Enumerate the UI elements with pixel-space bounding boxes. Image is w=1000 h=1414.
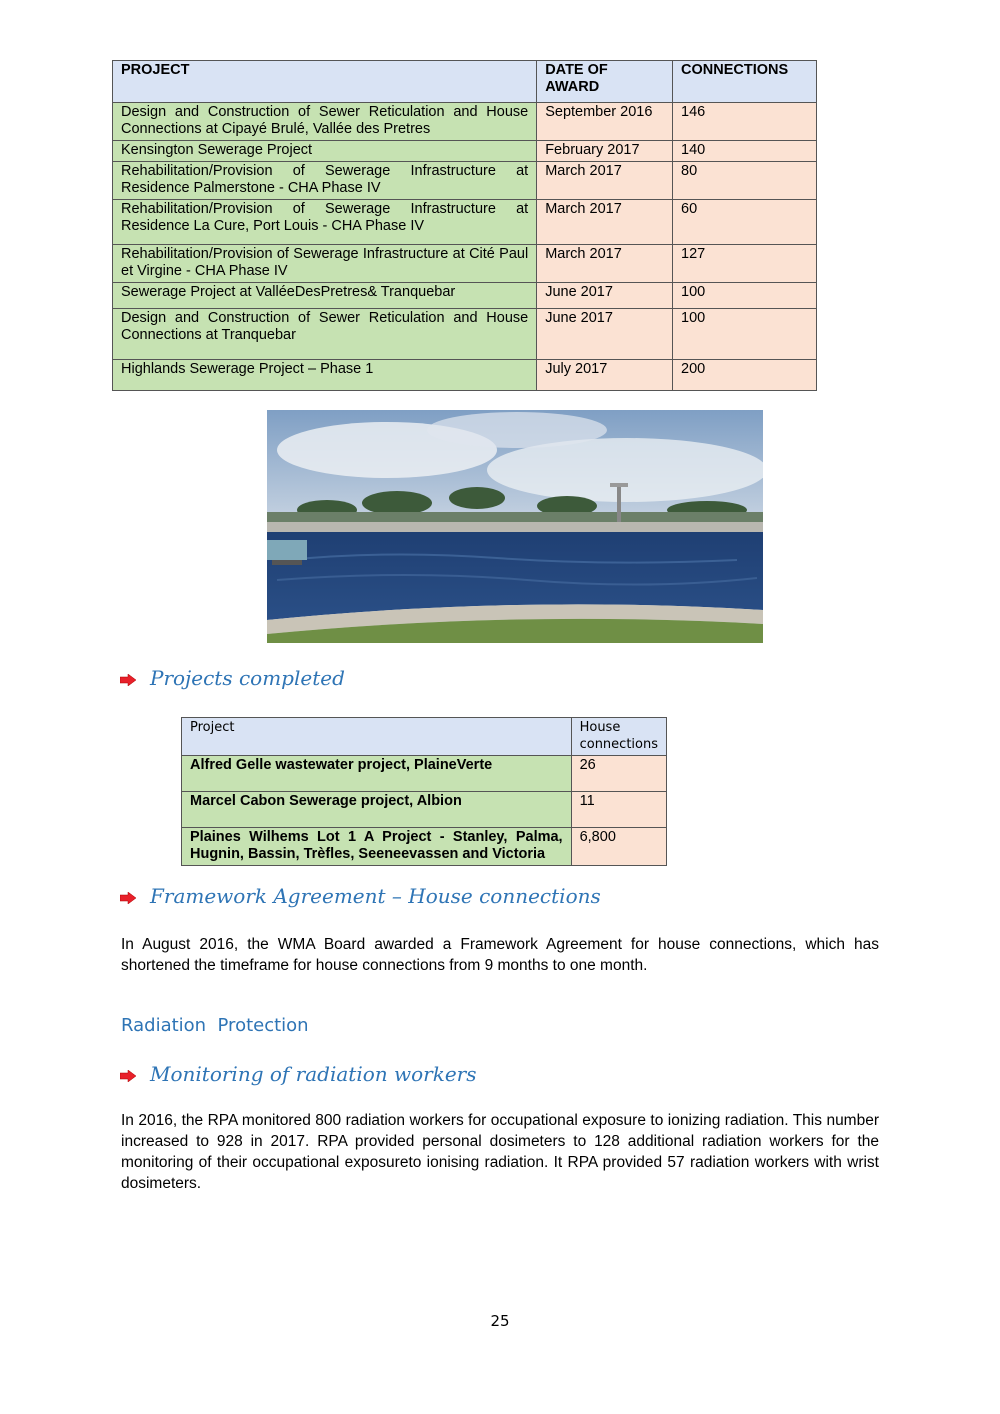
monitoring-paragraph: In 2016, the RPA monitored 800 radiation workers for occupational exposure to ionizing radiation. This number increased to 928 in 2017. RPA provided personal dosimeters to 128 additional radiation workers for the monitoring of their occupational exposureto ionising radiation. It RPA provided 57 radiation workers with wrist dosimeters. (121, 1112, 879, 1192)
table-row: Rehabilitation/Provision of Sewerage Infrastructure at Residence Palmerstone - CHA Phase IV March 2017 80 (113, 162, 817, 200)
table-row: Design and Construction of Sewer Reticulation and House Connections at Cipayé Brulé, Vallée des Pretres September 2016 146 (113, 103, 817, 141)
page-number: 25 (490, 1312, 510, 1330)
completed-projects-table (181, 717, 667, 866)
table-row: Rehabilitation/Provision of Sewerage Infrastructure at Residence La Cure, Port Louis - CHA Phase IV March 2017 60 (113, 200, 817, 245)
table-row: Plaines Wilhems Lot 1 A Project - Stanley, Palma, Hugnin, Bassin, Trèfles, Seeneevassen and Victoria 6,800 (182, 828, 667, 866)
header-project: PROJECT (113, 61, 537, 103)
red-arrow-icon (120, 1070, 136, 1082)
table-row: Design and Construction of Sewer Reticulation and House Connections at Tranquebar June 2017 100 (113, 309, 817, 360)
header-house-connections: House connections (571, 718, 666, 756)
table-row: Kensington Sewerage Project February 2017 140 (113, 141, 817, 162)
header-connections: CONNECTIONS (673, 61, 817, 103)
projects-completed-heading: Projects completed (150, 666, 345, 690)
treatment-plant-photo (267, 410, 763, 643)
header-date: DATE OF AWARD (537, 61, 673, 103)
framework-paragraph: In August 2016, the WMA Board awarded a Framework Agreement for house connections, which has shortened the timeframe for house connections from 9 months to one month. (121, 936, 879, 974)
ongoing-projects-table (112, 60, 817, 391)
header-project: Project (182, 718, 572, 756)
table-row: Highlands Sewerage Project – Phase 1 July 2017 200 (113, 360, 817, 391)
red-arrow-icon (120, 674, 136, 686)
red-arrow-icon (120, 892, 136, 904)
table-row: Marcel Cabon Sewerage project, Albion 11 (182, 792, 667, 828)
table-row: Sewerage Project at ValléeDesPretres& Tranquebar June 2017 100 (113, 283, 817, 309)
table-row: Rehabilitation/Provision of Sewerage Infrastructure at Cité Paul et Virgine - CHA Phase IV March 2017 127 (113, 245, 817, 283)
table-header-row (113, 61, 817, 103)
table-header-row (182, 718, 667, 756)
monitoring-heading: Monitoring of radiation workers (150, 1062, 477, 1086)
framework-agreement-heading: Framework Agreement – House connections (150, 884, 601, 908)
table-row: Alfred Gelle wastewater project, PlaineVerte 26 (182, 756, 667, 792)
radiation-protection-title: Radiation Protection (121, 1015, 309, 1036)
